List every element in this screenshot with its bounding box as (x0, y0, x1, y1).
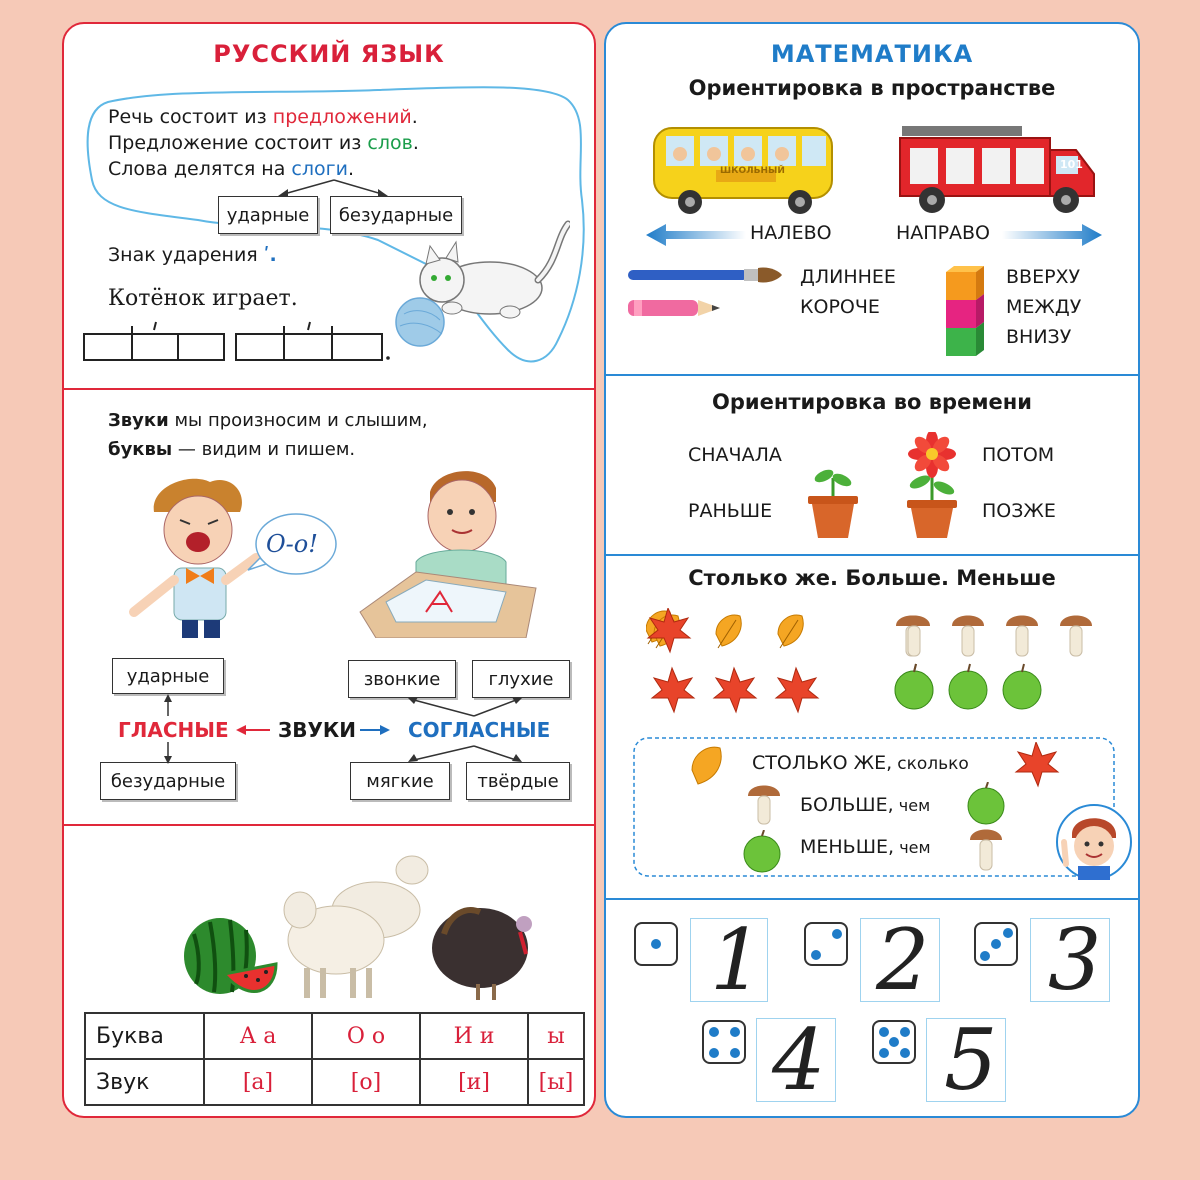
sounds-rule-line-1: Звуки мы произносим и слышим, (108, 410, 428, 431)
vowels-label: ГЛАСНЫЕ (118, 718, 229, 742)
table-cell-letter: А а (204, 1013, 312, 1059)
dice-five-icon (872, 1020, 916, 1064)
speech-bubble-text: О-о! (266, 530, 318, 558)
more-row: БОЛЬШЕ, чем (800, 794, 931, 816)
example-sentence: Котёнок играет. (108, 286, 298, 311)
dice-one-icon (634, 922, 678, 966)
table-row (85, 1059, 584, 1105)
stressed-syllables-box: ударные (218, 196, 318, 234)
number-3: 3 (1048, 911, 1102, 1009)
dice-four-icon (702, 1020, 746, 1064)
table-cell-letter: ы (528, 1013, 584, 1059)
rule-line-3: Слова делятся на слоги. (108, 158, 354, 180)
sprout-pot-illustration (806, 464, 860, 540)
left-arrow-icon (646, 222, 746, 248)
brush-pencil-illustration (626, 260, 786, 322)
stress-sign-text: Знак ударения ʹ. (108, 244, 277, 266)
number-4: 4 (772, 1011, 826, 1109)
math-title: МАТЕМАТИКА (770, 40, 974, 68)
space-heading: Ориентировка в пространстве (688, 76, 1056, 100)
compare-maple-leaf-icon (1014, 742, 1060, 788)
divider-2 (606, 554, 1138, 556)
sounds-label: ЗВУКИ (278, 718, 356, 742)
bus-sign: ШКОЛЬНЫЙ (720, 166, 785, 176)
compare-apple-icon-2 (740, 830, 784, 874)
then-label: ПОТОМ (982, 444, 1055, 466)
leaves-group-illustration (646, 608, 826, 716)
divider-1 (606, 374, 1138, 376)
math-panel (604, 22, 1140, 1118)
watermelon-sheep-turkey-illustration (180, 844, 560, 1004)
speech-rules (108, 104, 419, 182)
pointing-boy-illustration (1054, 802, 1134, 882)
kitten-illustration (390, 210, 570, 360)
table-cell-sound: [о] (312, 1059, 420, 1105)
consonants-soft-box: мягкие (350, 762, 450, 800)
stacked-cubes-illustration (942, 264, 988, 360)
time-heading: Ориентировка во времени (712, 390, 1032, 414)
table-cell-sound: [а] (204, 1059, 312, 1105)
dice-two-icon (804, 922, 848, 966)
table-row-letter-label: Буква (85, 1013, 204, 1059)
divider-1 (64, 388, 594, 390)
russian-title: РУССКИЙ ЯЗЫК (213, 40, 445, 68)
top-label: ВВЕРХУ (1006, 266, 1081, 288)
number-1: 1 (710, 911, 764, 1009)
less-row: МЕНЬШЕ, чем (800, 836, 931, 858)
compare-mushroom-icon-2 (968, 826, 1004, 874)
divider-2 (64, 824, 594, 826)
rule-line-2: Предложение состоит из слов. (108, 132, 419, 154)
number-5: 5 (944, 1011, 998, 1109)
number-2: 2 (876, 911, 930, 1009)
writing-boy-illustration (356, 452, 540, 638)
earlier-label: РАНЬШЕ (688, 500, 773, 522)
shorter-label: КОРОЧЕ (800, 296, 880, 318)
later-label: ПОЗЖЕ (982, 500, 1056, 522)
table-cell-sound: [ы] (528, 1059, 584, 1105)
longer-label: ДЛИННЕЕ (800, 266, 896, 288)
right-label: НАПРАВО (896, 222, 991, 244)
flower-pot-illustration (904, 432, 960, 540)
mushrooms-apples-illustration (894, 612, 1100, 716)
vowels-stressed-box: ударные (112, 658, 224, 694)
compare-mushroom-icon-1 (746, 782, 782, 826)
truck-number: 101 (1060, 158, 1083, 171)
vowels-unstressed-box: безударные (100, 762, 236, 800)
table-cell-sound: [и] (420, 1059, 528, 1105)
table-row (85, 1013, 584, 1059)
right-arrow-icon (1002, 222, 1102, 248)
table-cell-letter: И и (420, 1013, 528, 1059)
consonants-voiceless-box: глухие (472, 660, 570, 698)
letters-sounds-table (84, 1012, 585, 1106)
consonants-label: СОГЛАСНЫЕ (408, 718, 551, 742)
sounds-rule-line-2: буквы — видим и пишем. (108, 439, 356, 460)
unstressed-syllables-box: безударные (330, 196, 462, 234)
same-row: СТОЛЬКО ЖЕ, сколько (752, 752, 969, 774)
compare-leaf-icon (690, 744, 730, 788)
compare-apple-icon-1 (964, 782, 1008, 826)
first-label: СНАЧАЛА (688, 444, 782, 466)
compare-heading: Столько же. Больше. Меньше (688, 566, 1056, 590)
left-label: НАЛЕВО (750, 222, 832, 244)
bottom-label: ВНИЗУ (1006, 326, 1072, 348)
rule-line-1: Речь состоит из предложений. (108, 106, 418, 128)
consonants-hard-box: твёрдые (466, 762, 570, 800)
divider-3 (606, 898, 1138, 900)
syllable-scheme (82, 316, 402, 364)
dice-three-icon (974, 922, 1018, 966)
table-row-sound-label: Звук (85, 1059, 204, 1105)
table-cell-letter: О о (312, 1013, 420, 1059)
russian-language-panel (62, 22, 596, 1118)
between-label: МЕЖДУ (1006, 296, 1082, 318)
consonants-voiced-box: звонкие (348, 660, 456, 698)
